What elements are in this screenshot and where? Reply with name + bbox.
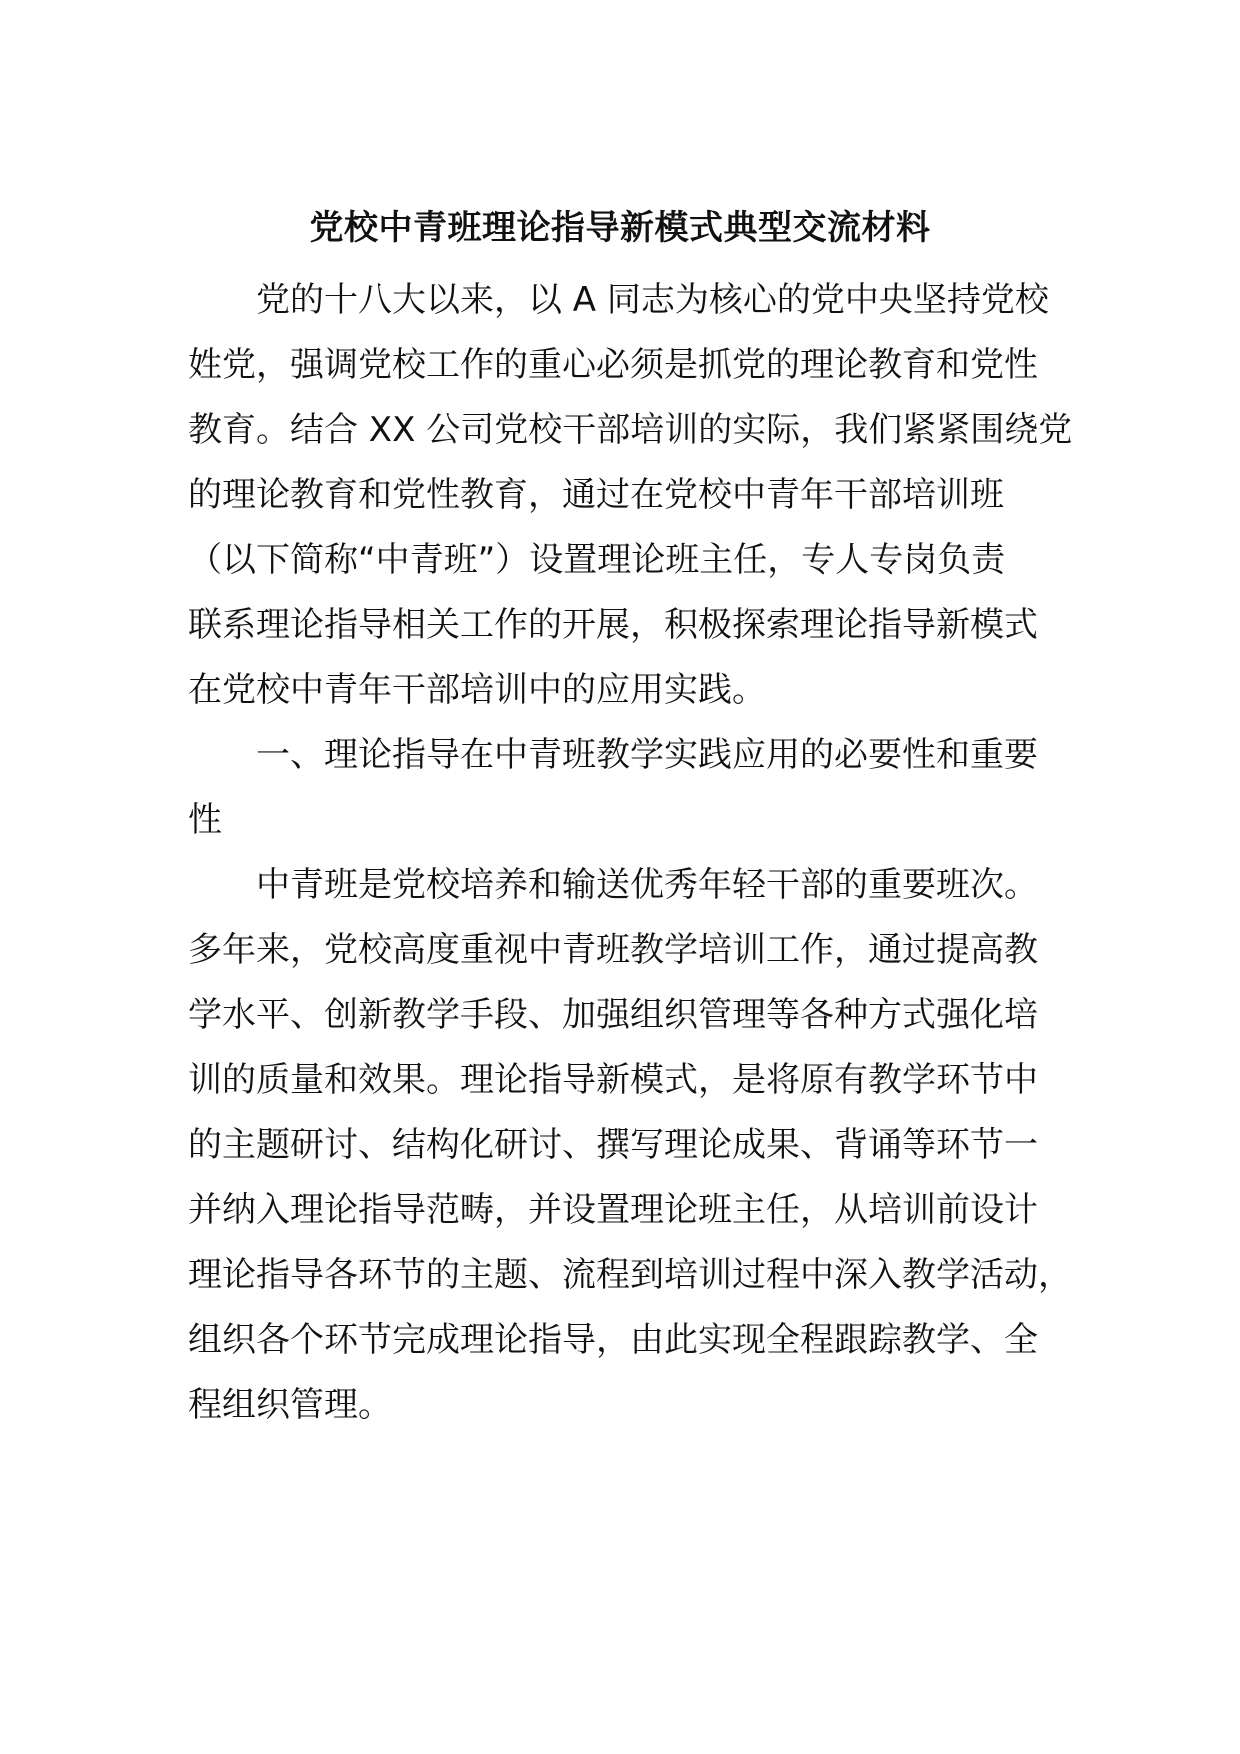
paragraph-line: 多年来，党校高度重视中青班教学培训工作，通过提高教 bbox=[188, 930, 1038, 970]
paragraph-line: 训的质量和效果。理论指导新模式，是将原有教学环节中 bbox=[188, 1060, 1038, 1100]
paragraph-line: 的理论教育和党性教育，通过在党校中青年干部培训班 bbox=[188, 475, 1004, 515]
document-body bbox=[188, 268, 1073, 1438]
document-title: 党校中青班理论指导新模式典型交流材料 bbox=[309, 208, 931, 248]
paragraph-line: 姓党，强调党校工作的重心必须是抓党的理论教育和党性 bbox=[188, 345, 1038, 385]
section-heading-line: 性 bbox=[188, 800, 222, 840]
section-heading-line: 一、理论指导在中青班教学实践应用的必要性和重要 bbox=[256, 735, 1038, 775]
paragraph-line: 程组织管理。 bbox=[188, 1385, 392, 1425]
paragraph-line: 在党校中青年干部培训中的应用实践。 bbox=[188, 670, 766, 710]
paragraph-line: 学水平、创新教学手段、加强组织管理等各种方式强化培 bbox=[188, 995, 1038, 1035]
paragraph-line: 联系理论指导相关工作的开展，积极探索理论指导新模式 bbox=[188, 605, 1038, 645]
paragraph-line: 教育。结合 XX 公司党校干部培训的实际，我们紧紧围绕党 bbox=[188, 410, 1073, 450]
paragraph-line: （以下简称“中青班”）设置理论班主任，专人专岗负责 bbox=[188, 540, 1006, 580]
paragraph-line: 中青班是党校培养和输送优秀年轻干部的重要班次。 bbox=[256, 865, 1038, 905]
paragraph-line: 理论指导各环节的主题、流程到培训过程中深入教学活动， bbox=[188, 1255, 1072, 1295]
paragraph-line: 的主题研讨、结构化研讨、撰写理论成果、背诵等环节一 bbox=[188, 1125, 1038, 1165]
paragraph-line: 并纳入理论指导范畴，并设置理论班主任，从培训前设计 bbox=[188, 1190, 1038, 1230]
paragraph-line: 组织各个环节完成理论指导，由此实现全程跟踪教学、全 bbox=[188, 1320, 1038, 1360]
paragraph-line: 党的十八大以来，以 A 同志为核心的党中央坚持党校 bbox=[256, 280, 1049, 320]
